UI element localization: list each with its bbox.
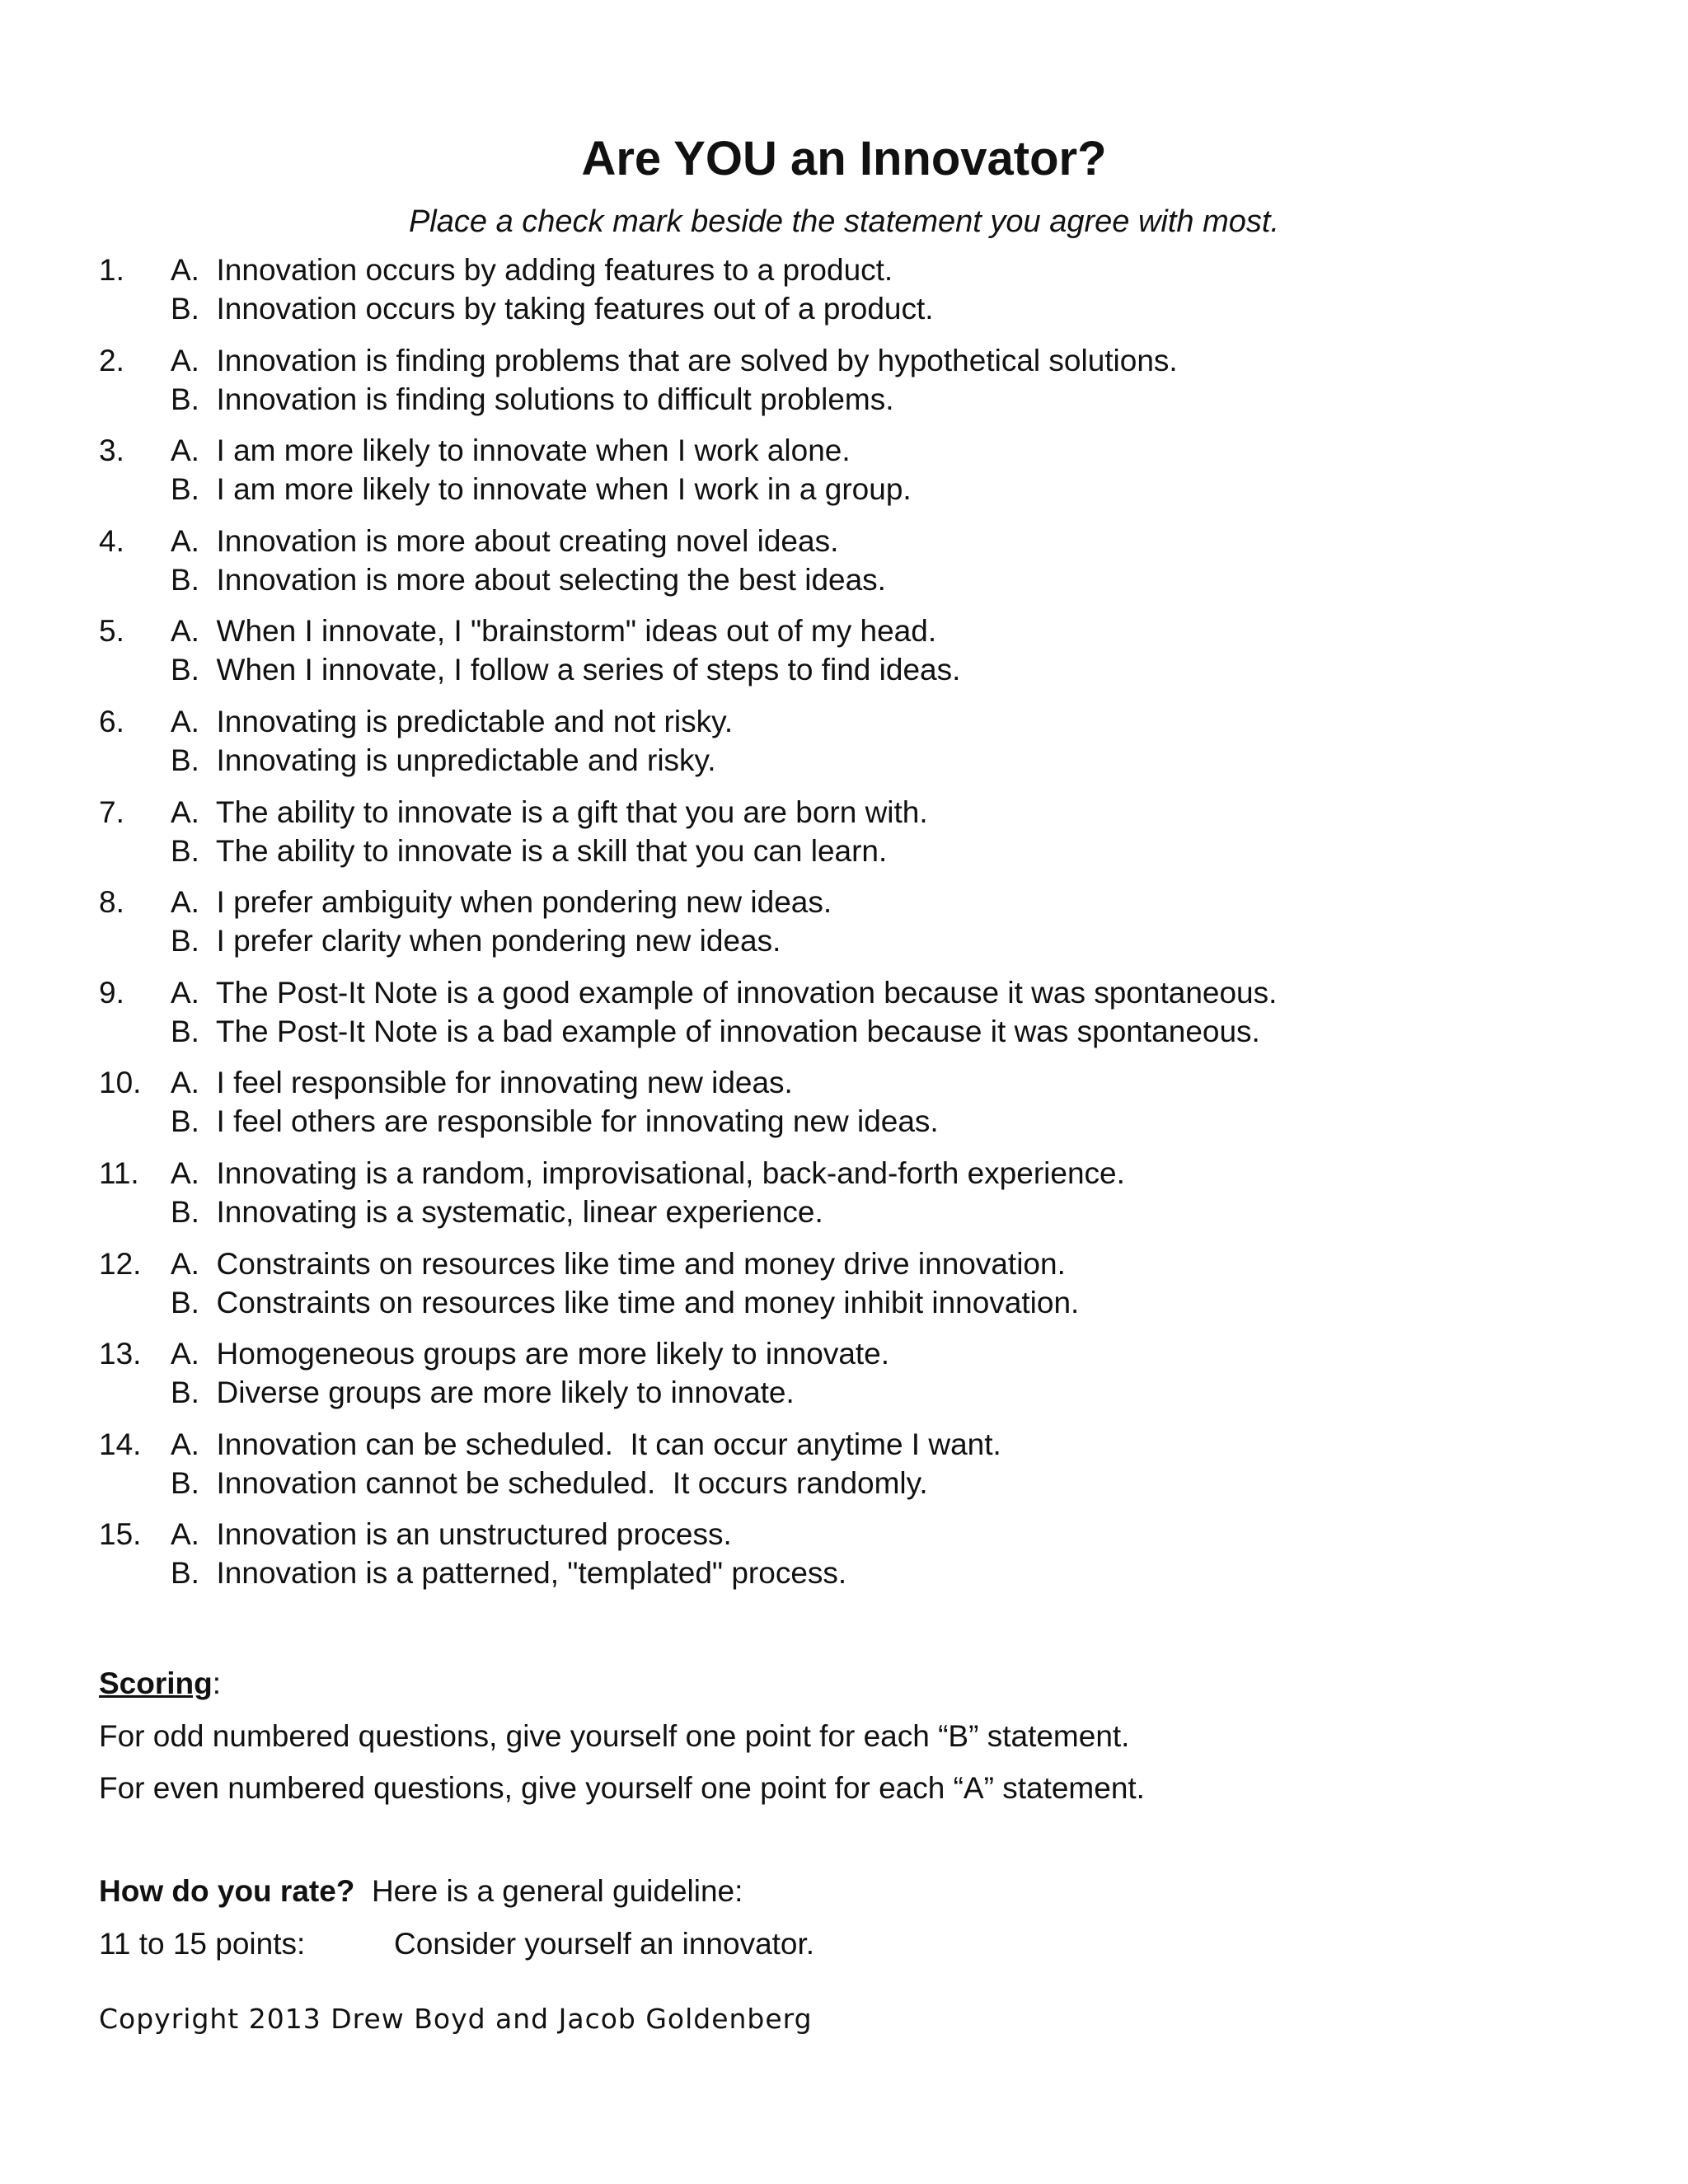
question-item <box>0 703 1688 785</box>
question-number: 2. <box>99 344 124 377</box>
option-b[interactable]: B. The ability to innovate is a skill that you can learn. <box>171 834 888 868</box>
question-item <box>0 1516 1688 1598</box>
odd-scoring-rule: For odd numbered questions, give yourself one point for each “B” statement. <box>99 1719 1130 1753</box>
question-number: 1. <box>99 253 124 287</box>
option-a[interactable]: A. Innovation is more about creating novel ideas. <box>171 524 839 558</box>
option-b[interactable]: B. Innovating is a systematic, linear experience. <box>171 1195 823 1229</box>
points-range-label: 11 to 15 points: <box>99 1927 306 1961</box>
option-b[interactable]: B. Innovation is finding solutions to difficult problems. <box>171 382 894 416</box>
question-item <box>0 794 1688 876</box>
question-number: 3. <box>99 434 124 467</box>
option-a[interactable]: A. The Post-It Note is a good example of innovation because it was spontaneous. <box>171 976 1278 1010</box>
option-a[interactable]: A. Innovating is predictable and not risky. <box>171 705 734 738</box>
question-item <box>0 1064 1688 1146</box>
points-range-text: Consider yourself an innovator. <box>394 1927 815 1961</box>
option-b[interactable]: B. Innovation is more about selecting the best ideas. <box>171 563 886 597</box>
option-a[interactable]: A. Innovation occurs by adding features to a product. <box>171 253 893 287</box>
even-scoring-rule: For even numbered questions, give yourself one point for each “A” statement. <box>99 1771 1145 1805</box>
question-item <box>0 883 1688 966</box>
question-item <box>0 523 1688 605</box>
question-number: 15. <box>99 1517 142 1551</box>
rating-heading-line <box>99 1872 743 1910</box>
question-number: 14. <box>99 1427 142 1461</box>
option-b[interactable]: B. Innovation occurs by taking features out of a product. <box>171 292 934 326</box>
page-title: Are YOU an Innovator? <box>581 132 1107 185</box>
question-item <box>0 1245 1688 1328</box>
option-a[interactable]: A. I am more likely to innovate when I work alone. <box>171 434 851 467</box>
question-item <box>0 251 1688 334</box>
question-item <box>0 974 1688 1057</box>
question-item <box>0 1426 1688 1508</box>
scoring-colon: : <box>212 1666 222 1700</box>
option-a[interactable]: A. I feel responsible for innovating new ideas. <box>171 1066 793 1099</box>
option-a[interactable]: A. Innovation can be scheduled. It can occur anytime I want. <box>171 1427 1001 1461</box>
rating-heading: How do you rate? <box>99 1874 355 1908</box>
scoring-label: Scoring <box>99 1666 213 1700</box>
question-number: 11. <box>99 1156 139 1190</box>
option-b[interactable]: B. Innovation is a patterned, "templated" process. <box>171 1556 847 1590</box>
question-number: 10. <box>99 1066 142 1099</box>
scoring-heading <box>99 1665 221 1703</box>
question-item <box>0 432 1688 514</box>
option-a[interactable]: A. Homogeneous groups are more likely to innovate. <box>171 1337 890 1371</box>
instructions: Place a check mark beside the statement you agree with most. <box>408 204 1280 239</box>
option-b[interactable]: B. I am more likely to innovate when I work in a group. <box>171 472 912 506</box>
copyright-notice: Copyright 2013 Drew Boyd and Jacob Goldenberg <box>99 2003 813 2035</box>
option-b[interactable]: B. Innovation cannot be scheduled. It occurs randomly. <box>171 1466 928 1500</box>
question-number: 9. <box>99 976 124 1010</box>
option-b[interactable]: B. The Post-It Note is a bad example of innovation because it was spontaneous. <box>171 1015 1260 1048</box>
option-a[interactable]: A. Innovation is finding problems that are solved by hypothetical solutions. <box>171 344 1178 377</box>
option-b[interactable]: B. Diverse groups are more likely to innovate. <box>171 1376 795 1409</box>
option-b[interactable]: B. Constraints on resources like time and money inhibit innovation. <box>171 1286 1080 1319</box>
option-a[interactable]: A. When I innovate, I "brainstorm" ideas out of my head. <box>171 614 937 648</box>
option-b[interactable]: B. I feel others are responsible for innovating new ideas. <box>171 1104 939 1138</box>
option-a[interactable]: A. Constraints on resources like time and money drive innovation. <box>171 1247 1066 1281</box>
question-number: 4. <box>99 524 124 558</box>
rating-intro: Here is a general guideline: <box>354 1874 743 1908</box>
question-item <box>0 1155 1688 1237</box>
question-number: 12. <box>99 1247 142 1281</box>
question-number: 13. <box>99 1337 142 1371</box>
option-b[interactable]: B. When I innovate, I follow a series of steps to find ideas. <box>171 653 961 687</box>
question-number: 8. <box>99 885 124 919</box>
option-b[interactable]: B. I prefer clarity when pondering new ideas. <box>171 924 781 958</box>
question-item <box>0 1335 1688 1418</box>
question-item <box>0 342 1688 424</box>
option-a[interactable]: A. Innovation is an unstructured process. <box>171 1517 732 1551</box>
question-number: 5. <box>99 614 124 648</box>
question-number: 6. <box>99 705 124 738</box>
option-a[interactable]: A. Innovating is a random, improvisational, back-and-forth experience. <box>171 1156 1125 1190</box>
option-b[interactable]: B. Innovating is unpredictable and risky. <box>171 743 716 777</box>
question-item <box>0 612 1688 695</box>
option-a[interactable]: A. The ability to innovate is a gift that you are born with. <box>171 795 928 829</box>
option-a[interactable]: A. I prefer ambiguity when pondering new ideas. <box>171 885 832 919</box>
question-number: 7. <box>99 795 124 829</box>
